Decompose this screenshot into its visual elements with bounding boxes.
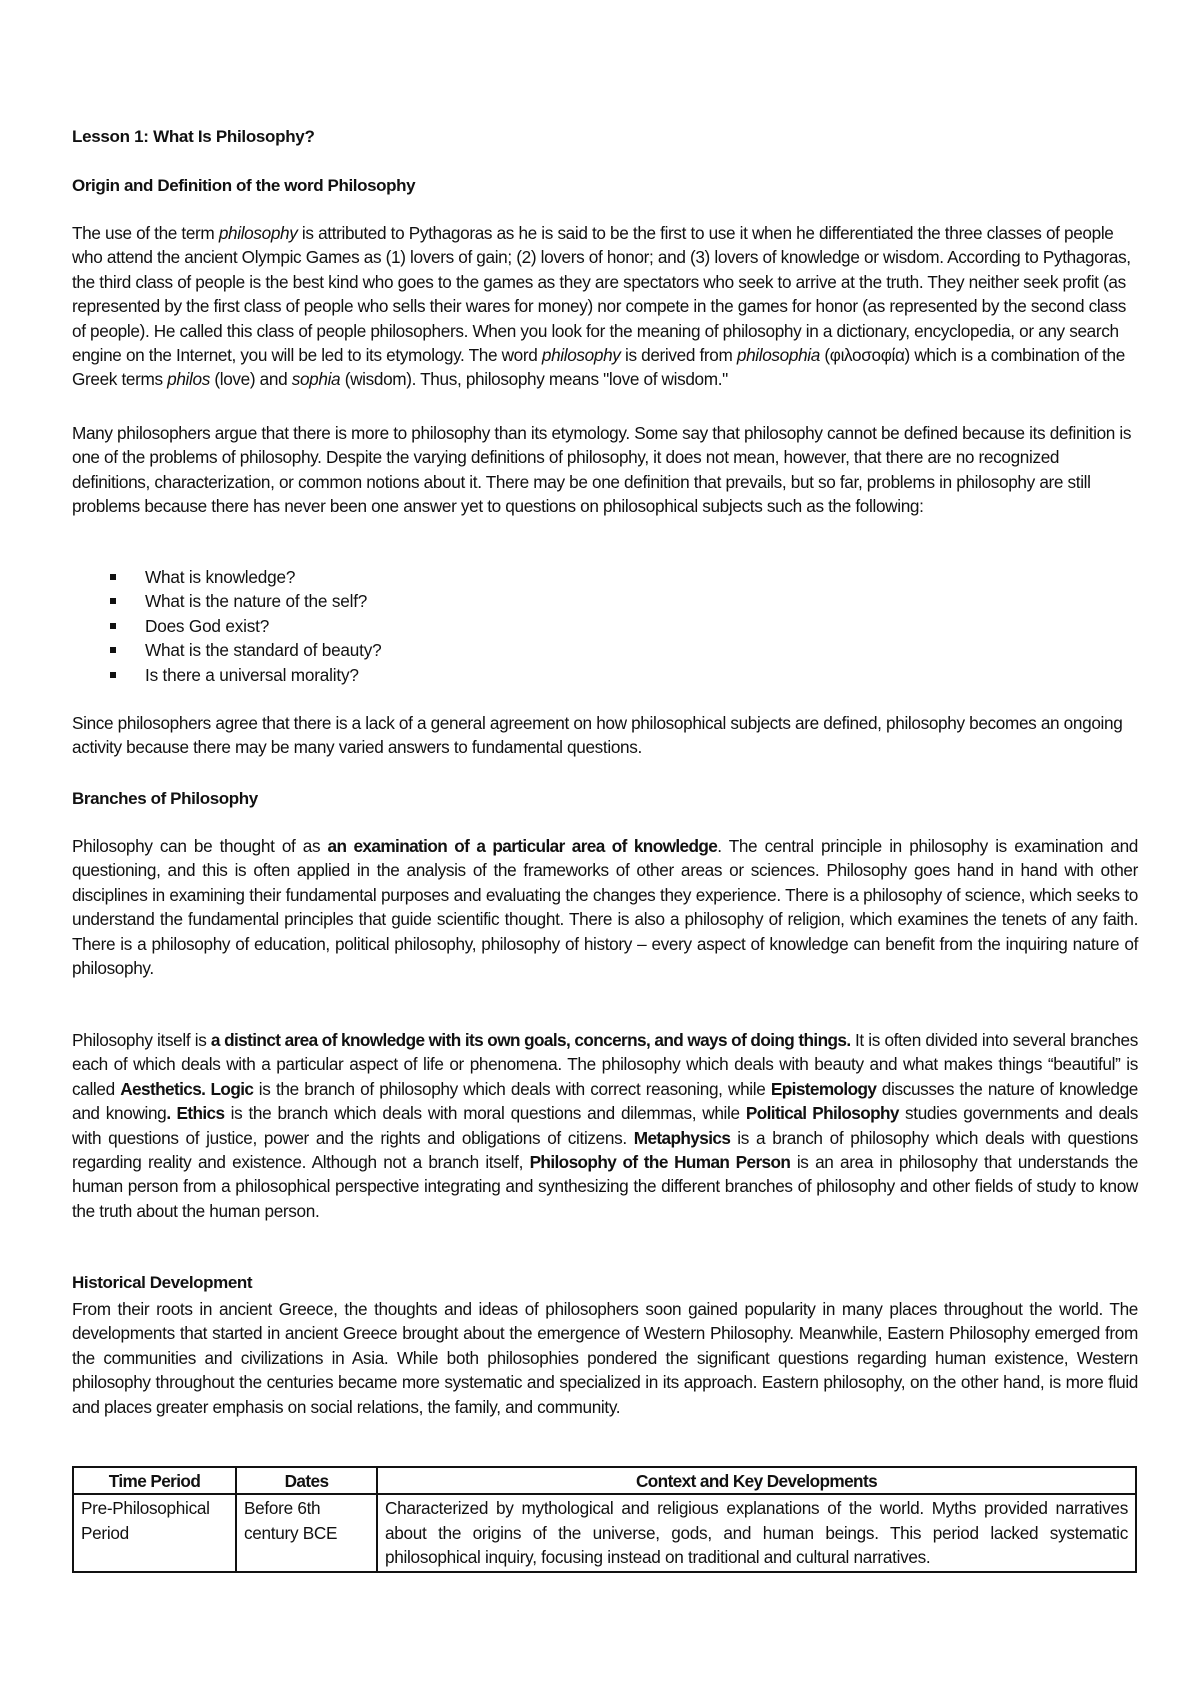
branches-paragraph-1: Philosophy can be thought of as an examination of a particular area of knowledge. The central principle in philosophy is examination and questioning, and this is often applied in the analysis of the frameworks of other areas or sciences. Philosophy goes hand in hand with other disciplines in examining their fundamental purposes and evaluating the changes they experience. There is a philosophy of science, which seeks to understand the fundamental principles that guide scientific thought. There is also a philosophy of religion, which examines the tenets of any faith. There is a philosophy of education, political philosophy, philosophy of history – every aspect of knowledge can benefit from the inquiring nature of philosophy. [72,836,1138,979]
history-paragraph-1: From their roots in ancient Greece, the thoughts and ideas of philosophers soon gained popularity in many places throughout the world. The developments that started in ancient Greece brought about the emergence of Western Philosophy. Meanwhile, Eastern Philosophy emerged from the communities and civilizations in Asia. While both philosophies pondered the significant questions regarding human existence, Western philosophy throughout the centuries became more systematic and specialized in its approach. Eastern philosophy, on the other hand, is more fluid and places greater emphasis on social relations, the family, and community. [72,1299,1138,1417]
cell-period: Pre-Philosophical Period [73,1494,236,1571]
branches-heading: Branches of Philosophy [72,789,258,808]
list-item: What is knowledge? [72,565,381,589]
square-bullet-icon [110,598,116,604]
square-bullet-icon [110,647,116,653]
column-header-context: Context and Key Developments [377,1467,1136,1494]
column-header-time-period: Time Period [73,1467,236,1494]
philosophical-questions-list [72,565,381,687]
origin-paragraph-3: Since philosophers agree that there is a lack of a general agreement on how philosophical subjects are defined, philosophy becomes an ongoing activity because there may be many varied answers to fundamental questions. [72,713,1123,758]
list-item: What is the nature of the self? [72,589,381,613]
cell-dates: Before 6th century BCE [236,1494,377,1571]
historical-periods-table [72,1466,1137,1573]
origin-paragraph-2: Many philosophers argue that there is more to philosophy than its etymology. Some say that philosophy cannot be defined because its definition is one of the problems of philosophy. Despite the varying definitions of philosophy, it does not mean, however, that there are no recognized definitions, characterization, or common notions about it. There may be one definition that prevails, but so far, problems in philosophy are still problems because there has never been one answer yet to questions on philosophical subjects such as the following: [72,423,1132,517]
branches-paragraph-2: Philosophy itself is a distinct area of knowledge with its own goals, concerns, and ways of doing things. It is often divided into several branches each of which deals with a particular aspect of life or phenomena. The philosophy which deals with beauty and what makes things “beautiful” is called Aesthetics. Logic is the branch of philosophy which deals with correct reasoning, while Epistemology discusses the nature of knowledge and knowing. Ethics is the branch which deals with moral questions and dilemmas, while Political Philosophy studies governments and deals with questions of justice, power and the rights and obligations of citizens. Metaphysics is a branch of philosophy which deals with questions regarding reality and existence. Although not a branch itself, Philosophy of the Human Person is an area in philosophy that understands the human person from a philosophical perspective integrating and synthesizing the different branches of philosophy and other fields of study to know the truth about the human person. [72,1030,1138,1221]
cell-context: Characterized by mythological and religious explanations of the world. Myths provided narratives about the origins of the universe, gods, and human beings. This period lacked systematic philosophical inquiry, focusing instead on traditional and cultural narratives. [377,1494,1136,1571]
history-heading: Historical Development [72,1273,253,1292]
square-bullet-icon [110,672,116,678]
lesson-title: Lesson 1: What Is Philosophy? [72,127,315,146]
table-row [73,1494,1136,1571]
list-item: What is the standard of beauty? [72,638,381,662]
table-header-row [73,1467,1136,1494]
square-bullet-icon [110,623,116,629]
origin-paragraph-1: The use of the term philosophy is attributed to Pythagoras as he is said to be the first to use it when he differentiated the three classes of people who attend the ancient Olympic Games as (1) lovers of gain; (2) lovers of honor; and (3) lovers of knowledge or wisdom. According to Pythagoras, the third class of people is the best kind who goes to the games as they are spectators who seek to arrive at the truth. They neither seek profit (as represented by the first class of people who sells their wares for money) nor compete in the games for honor (as represented by the second class of people). He called this class of people philosophers. When you look for the meaning of philosophy in a dictionary, encyclopedia, or any search engine on the Internet, you will be led to its etymology. The word philosophy is derived from philosophia (φιλοσοφία) which is a combination of the Greek terms philos (love) and sophia (wisdom). Thus, philosophy means "love of wisdom." [72,223,1131,390]
list-item: Is there a universal morality? [72,663,381,687]
column-header-dates: Dates [236,1467,377,1494]
list-item: Does God exist? [72,614,381,638]
origin-heading: Origin and Definition of the word Philosophy [72,176,416,195]
square-bullet-icon [110,574,116,580]
